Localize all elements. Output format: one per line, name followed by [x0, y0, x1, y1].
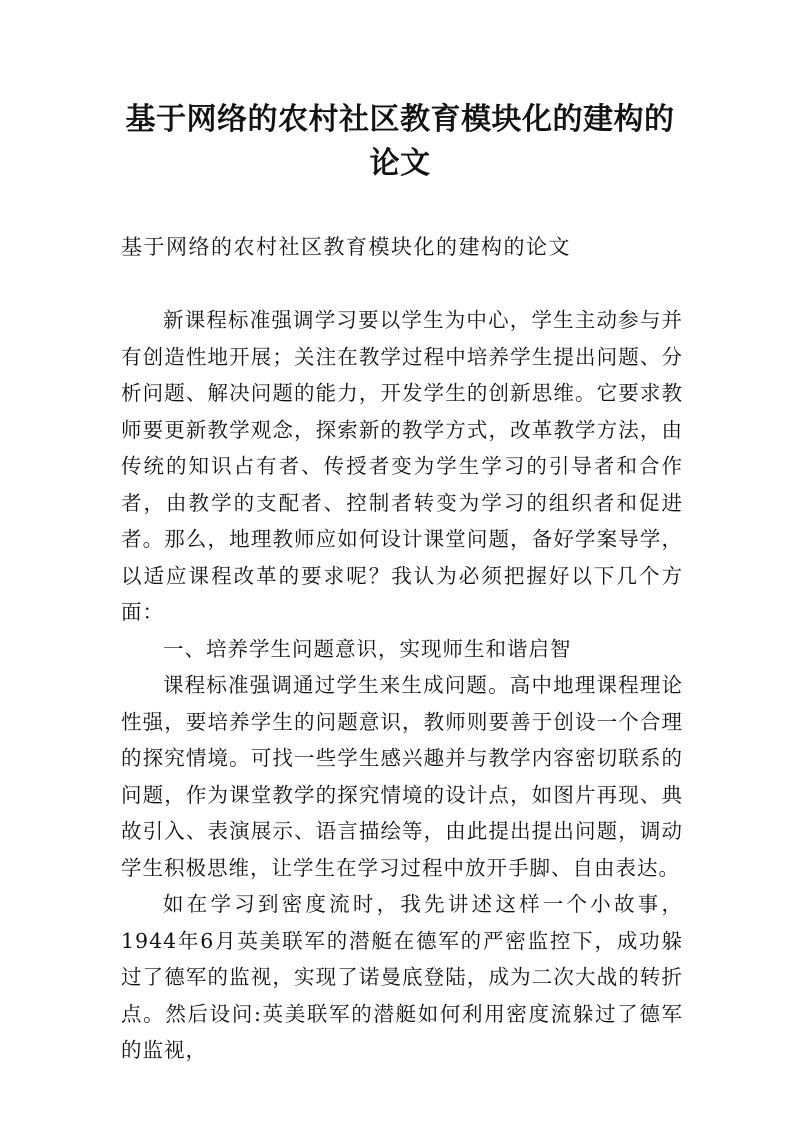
paragraph-example: 如在学习到密度流时，我先讲述这样一个小故事，1944年6月英美联军的潜艇在德军的严密监控下，成功躲过了德军的监视，实现了诺曼底登陆，成为二次大战的转折点。然后设问:英美联军的潜艇如何利用密度流躲过了德军的监视， — [121, 892, 683, 1062]
paragraph-section-1: 课程标准强调通过学生来生成问题。高中地理课程理论性强，要培养学生的问题意识，教师则要善于创设一个合理的探究情境。可找一些学生感兴趣并与教学内容密切联系的问题，作为课堂教学的探究情境的设计点，如图片再现、典故引入、表演展示、语言描绘等，由此提出提出问题，调动学生积极思维，让学生在学习过程中放开手脚、自由表达。 — [121, 673, 683, 880]
paragraph-intro: 新课程标准强调学习要以学生为中心，学生主动参与并有创造性地开展；关注在教学过程中培养学生提出问题、分析问题、解决问题的能力，开发学生的创新思维。它要求教师要更新教学观念，探索新的教学方式，改革教学方法，由传统的知识占有者、传授者变为学生学习的引导者和合作者，由教学的支配者、控制者转变为学习的组织者和促进者。那么，地理教师应如何设计课堂问题，备好学案导学，以适应课程改革的要求呢？我认为必须把握好以下几个方面： — [121, 308, 683, 624]
title-line-2: 论文 — [369, 146, 431, 181]
title-line-1: 基于网络的农村社区教育模块化的建构的 — [125, 102, 675, 137]
document-subtitle: 基于网络的农村社区教育模块化的建构的论文 — [121, 235, 571, 259]
document-title — [100, 98, 700, 186]
document-body — [121, 302, 683, 1069]
section-heading-1: 一、培养学生问题意识，实现师生和谐启智 — [163, 636, 572, 661]
